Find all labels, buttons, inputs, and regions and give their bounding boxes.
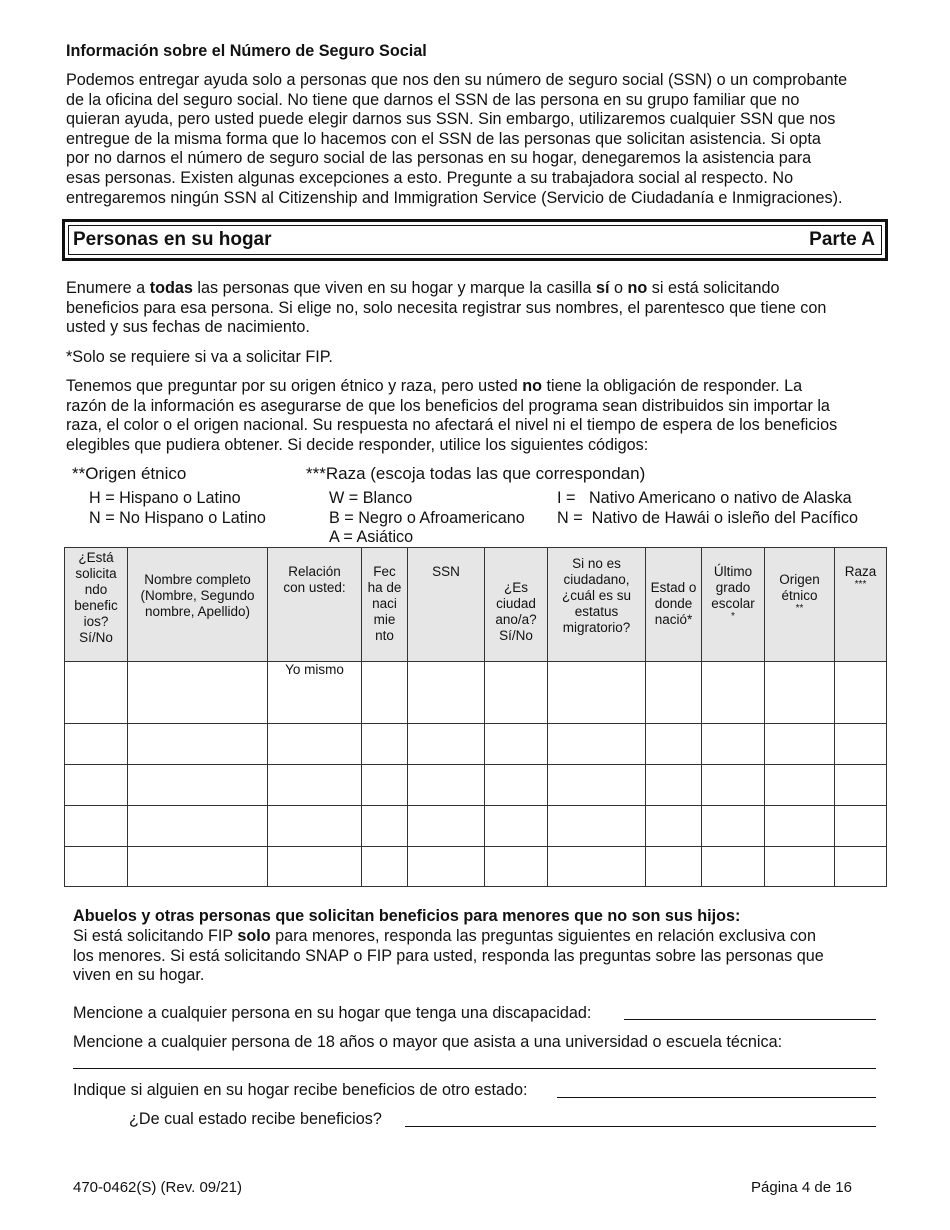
cell-input[interactable] — [835, 806, 887, 847]
cell-input[interactable] — [548, 662, 646, 724]
table-header-row — [65, 548, 887, 662]
cell-input[interactable] — [765, 847, 835, 887]
cell-relation-self: Yo mismo — [268, 662, 362, 724]
text: si está solicitando — [647, 279, 780, 297]
ssn-paragraph — [66, 71, 847, 208]
text: para menores, responda las preguntas siguientes en relación exclusiva con — [270, 927, 816, 945]
asterisk: *** — [854, 579, 867, 590]
grandparents-heading: Abuelos y otras personas que solicitan beneficios para menores que no son sus hijos: — [73, 907, 741, 925]
cell-input[interactable] — [128, 847, 268, 887]
race-code: W = Blanco — [329, 489, 413, 507]
cell-input[interactable] — [835, 765, 887, 806]
cell-input[interactable] — [702, 765, 765, 806]
cell-input[interactable] — [835, 662, 887, 724]
other-state-answer-line[interactable] — [557, 1097, 876, 1098]
cell-input[interactable] — [65, 662, 128, 724]
which-state-question: ¿De cual estado recibe beneficios? — [129, 1110, 382, 1128]
asterisk: * — [731, 611, 735, 622]
ssn-line: Podemos entregar ayuda solo a personas que nos den su número de seguro social (SSN) o un comprobante — [66, 71, 848, 89]
col-header-full-name: Nombre completo (Nombre, Segundo nombre, Apellido) — [128, 548, 268, 662]
cell-input[interactable] — [128, 724, 268, 765]
text: Enumere a — [66, 279, 150, 297]
cell-input[interactable] — [408, 724, 485, 765]
ssn-line: quieran ayuda, pero usted puede elegir darnos sus SSN. Sin embargo, utilizaremos cualquier SSN que nos — [66, 110, 836, 129]
text: los menores. Si está solicitando SNAP o FIP para usted, responda las preguntas sobre las personas que — [73, 946, 824, 965]
cell-input[interactable] — [702, 724, 765, 765]
asterisk: ** — [795, 603, 804, 614]
text: las personas que viven en su hogar y marque la casilla — [192, 279, 596, 297]
cell-input[interactable] — [65, 765, 128, 806]
cell-input[interactable] — [485, 724, 548, 765]
cell-input[interactable] — [268, 765, 362, 806]
text: elegibles que pudiera obtener. Si decide responder, utilice los siguientes códigos: — [66, 435, 649, 454]
emphasis: no — [522, 377, 543, 395]
fip-note: *Solo se requiere si va a solicitar FIP. — [66, 348, 333, 366]
cell-input[interactable] — [765, 662, 835, 724]
text: razón de la información es asegurarse de que los beneficios del programa sean distribuidos sin importar la — [66, 396, 830, 415]
text: Si está solicitando FIP — [73, 927, 238, 945]
table-row — [65, 662, 887, 724]
cell-input[interactable] — [362, 724, 408, 765]
col-header-birthdate: Fec ha de naci mie nto — [362, 548, 408, 662]
table-row — [65, 806, 887, 847]
form-id: 470-0462(S) (Rev. 09/21) — [73, 1179, 242, 1196]
cell-input[interactable] — [765, 724, 835, 765]
cell-input[interactable] — [362, 765, 408, 806]
grandparents-paragraph — [73, 927, 824, 986]
cell-input[interactable] — [646, 765, 702, 806]
student-answer-line[interactable] — [73, 1068, 876, 1069]
ethnicity-paragraph — [66, 377, 837, 455]
cell-input[interactable] — [646, 847, 702, 887]
race-code: B = Negro o Afroamericano — [329, 509, 525, 527]
cell-input[interactable] — [408, 806, 485, 847]
race-title: ***Raza (escoja todas las que correspondan) — [306, 464, 646, 483]
ssn-line: entregue de la misma forma que lo hacemos con el SSN de las personas que solicitan asistencia. Si opta — [66, 129, 821, 148]
cell-input[interactable] — [702, 662, 765, 724]
emphasis: solo — [237, 927, 271, 945]
emphasis: todas — [149, 279, 193, 297]
ssn-line: esas personas. Existen algunas excepciones a esto. Pregunte a su trabajadora social al respecto. No — [66, 168, 794, 187]
cell-input[interactable] — [485, 806, 548, 847]
text: Origen étnico — [779, 572, 820, 603]
col-header-race — [835, 548, 887, 662]
cell-input[interactable] — [835, 847, 887, 887]
cell-input[interactable] — [268, 847, 362, 887]
section-part: Parte A — [809, 229, 875, 250]
col-header-citizen: ¿Es ciudad ano/a? Sí/No — [485, 548, 548, 662]
cell-input[interactable] — [646, 806, 702, 847]
cell-input[interactable] — [646, 662, 702, 724]
col-header-relation: Relación con usted: — [268, 548, 362, 662]
text: Raza — [844, 564, 877, 579]
cell-input[interactable] — [835, 724, 887, 765]
student-question: Mencione a cualquier persona de 18 años o mayor que asista a una universidad o escuela técnica: — [73, 1033, 783, 1051]
race-code: N = Nativo de Hawái o isleño del Pacífico — [557, 509, 858, 527]
cell-input[interactable] — [485, 847, 548, 887]
ethnic-title: **Origen étnico — [72, 464, 187, 483]
col-header-ethnic-origin — [765, 548, 835, 662]
cell-input[interactable] — [408, 765, 485, 806]
cell-input[interactable] — [548, 847, 646, 887]
ssn-line: por no darnos el número de seguro social de las personas en su hogar, denegaremos la asistencia para — [66, 149, 812, 168]
col-header-ssn: SSN — [408, 548, 485, 662]
race-code: I = Nativo Americano o nativo de Alaska — [557, 489, 852, 507]
which-state-answer-line[interactable] — [405, 1126, 876, 1127]
cell-input[interactable] — [702, 806, 765, 847]
cell-input[interactable] — [485, 765, 548, 806]
cell-input[interactable] — [646, 724, 702, 765]
race-code: A = Asiático — [329, 528, 414, 546]
text: raza, el color o el origen nacional. Su respuesta no afectará el nivel ni el tiempo de espera de los beneficios — [66, 416, 838, 435]
ssn-heading: Información sobre el Número de Seguro Social — [66, 42, 427, 60]
col-header-applying: ¿Está solicita ndo benefic ios? Sí/No — [65, 548, 128, 662]
cell-input[interactable] — [485, 662, 548, 724]
section-header-box — [62, 219, 888, 261]
cell-input[interactable] — [65, 806, 128, 847]
cell-input[interactable] — [268, 806, 362, 847]
household-table — [64, 547, 887, 887]
cell-input[interactable] — [765, 765, 835, 806]
ethnic-code: N = No Hispano o Latino — [89, 509, 266, 527]
page-number: Página 4 de 16 — [751, 1179, 852, 1196]
col-header-immigration-status: Si no es ciudadano, ¿cuál es su estatus migratorio? — [548, 548, 646, 662]
cell-input[interactable] — [408, 847, 485, 887]
disability-answer-line[interactable] — [624, 1019, 876, 1020]
cell-input[interactable] — [128, 806, 268, 847]
instructions-paragraph — [66, 279, 826, 338]
table-row — [65, 765, 887, 806]
cell-input[interactable] — [548, 724, 646, 765]
emphasis: sí — [596, 279, 610, 297]
ssn-line: entregaremos ningún SSN al Citizenship and Immigration Service (Servicio de Ciudadanía e Inmigraciones). — [66, 188, 843, 207]
cell-input[interactable] — [548, 806, 646, 847]
cell-input[interactable] — [128, 662, 268, 724]
ethnic-code: H = Hispano o Latino — [89, 489, 241, 507]
table-row — [65, 847, 887, 887]
text: o — [609, 279, 628, 297]
cell-input[interactable] — [362, 847, 408, 887]
cell-input[interactable] — [362, 806, 408, 847]
cell-input[interactable] — [128, 765, 268, 806]
text: usted y sus fechas de nacimiento. — [66, 318, 310, 337]
cell-input[interactable] — [765, 806, 835, 847]
other-state-question: Indique si alguien en su hogar recibe beneficios de otro estado: — [73, 1081, 528, 1099]
cell-input[interactable] — [362, 662, 408, 724]
text: beneficios para esa persona. Si elige no, solo necesita registrar sus nombres, el parentesco que tiene con — [66, 298, 827, 317]
text: Tenemos que preguntar por su origen étnico y raza, pero usted — [66, 377, 523, 395]
text: tiene la obligación de responder. La — [542, 377, 803, 395]
cell-input[interactable] — [65, 724, 128, 765]
table-row — [65, 724, 887, 765]
text: Último grado escolar — [711, 564, 755, 611]
cell-input[interactable] — [65, 847, 128, 887]
section-title: Personas en su hogar — [73, 229, 272, 250]
emphasis: no — [627, 279, 648, 297]
col-header-grade — [702, 548, 765, 662]
disability-question: Mencione a cualquier persona en su hogar que tenga una discapacidad: — [73, 1004, 592, 1022]
cell-input[interactable] — [702, 847, 765, 887]
col-header-birth-state: Estad o donde nació* — [646, 548, 702, 662]
cell-input[interactable] — [408, 662, 485, 724]
ssn-line: de la oficina del seguro social. No tiene que darnos el SSN de las persona en su grupo familiar que no — [66, 90, 800, 109]
cell-input[interactable] — [548, 765, 646, 806]
cell-input[interactable] — [268, 724, 362, 765]
text: viven en su hogar. — [73, 966, 205, 985]
